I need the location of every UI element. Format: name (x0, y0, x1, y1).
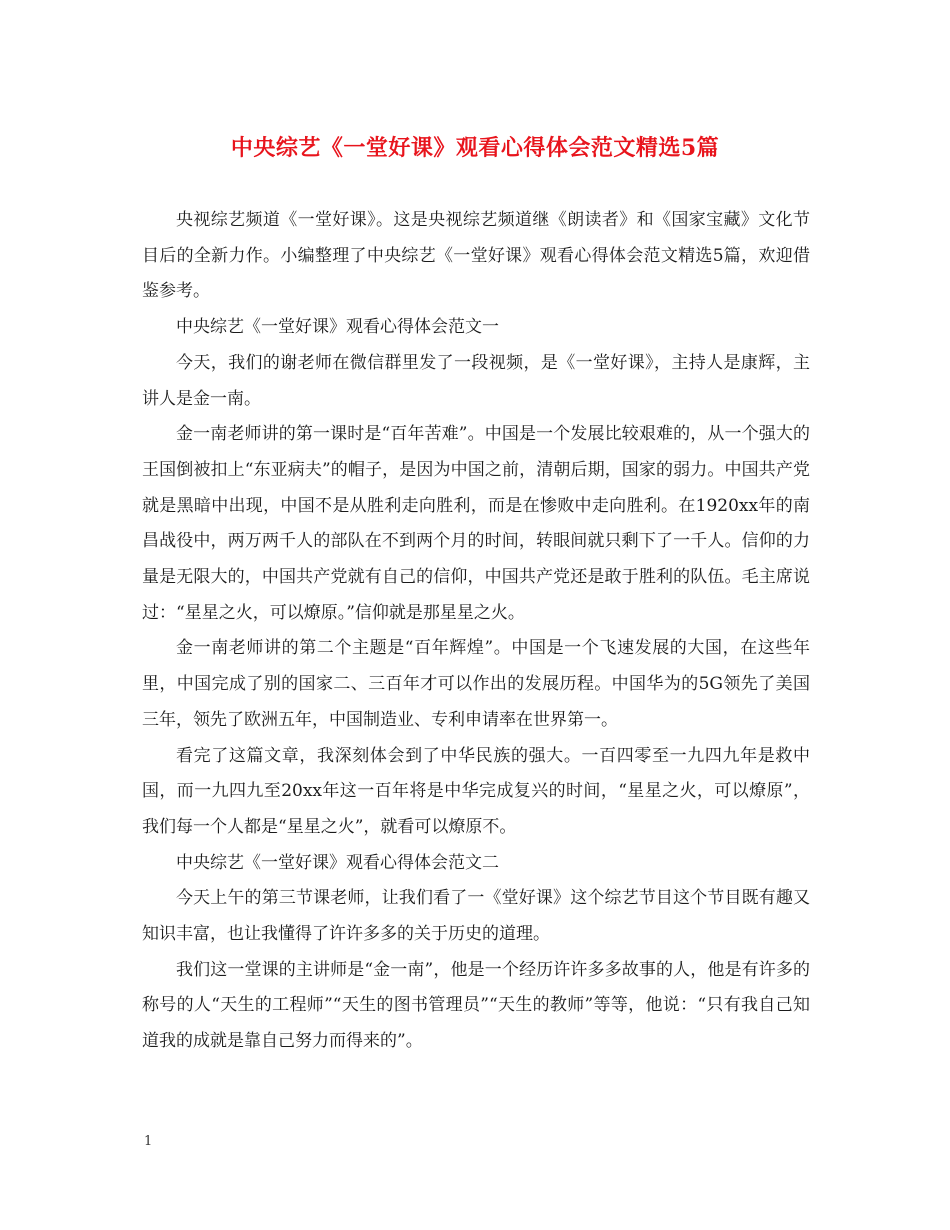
document-title: 中央综艺《一堂好课》观看心得体会范文精选5篇 (230, 135, 720, 161)
paragraph: 今天，我们的谢老师在微信群里发了一段视频，是《一堂好课》，主持人是康辉，主讲人是金一南。 (142, 352, 810, 409)
section-heading-1: 中央综艺《一堂好课》观看心得体会范文一 (176, 317, 499, 338)
paragraph: 看完了这篇文章，我深刻体会到了中华民族的强大。一百四零至一九四九年是救中国，而一九四九至20xx年这一百年将是中华完成复兴的时间，“星星之火，可以燎原”，我们每一个人都是“星星之火”，就看可以燎原不。 (142, 745, 810, 837)
section-heading-2: 中央综艺《一堂好课》观看心得体会范文二 (176, 852, 499, 873)
document-body (142, 203, 810, 1060)
paragraph: 金一南老师讲的第一课时是“百年苦难”。中国是一个发展比较艰难的，从一个强大的王国倒被扣上“东亚病夫”的帽子，是因为中国之前，清朝后期，国家的弱力。中国共产党就是黑暗中出现，中国不是从胜利走向胜利，而是在惨败中走向胜利。在1920xx年的南昌战役中，两万两千人的部队在不到两个月的时间，转眼间就只剩下了一千人。信仰的力量是无限大的，中国共产党就有自己的信仰，中国共产党还是敢于胜利的队伍。毛主席说过：“星星之火，可以燎原。”信仰就是那星星之火。 (142, 424, 810, 623)
paragraph: 今天上午的第三节课老师，让我们看了一《堂好课》这个综艺节目这个节目既有趣又知识丰富，也让我懂得了许许多多的关于历史的道理。 (142, 888, 810, 945)
paragraph: 金一南老师讲的第二个主题是“百年辉煌”。中国是一个飞速发展的大国，在这些年里，中国完成了别的国家二、三百年才可以作出的发展历程。中国华为的5G领先了美国三年，领先了欧洲五年，中国制造业、专利申请率在世界第一。 (142, 638, 810, 730)
paragraph-intro: 央视综艺频道《一堂好课》。这是央视综艺频道继《朗读者》和《国家宝藏》文化节目后的全新力作。小编整理了中央综艺《一堂好课》观看心得体会范文精选5篇，欢迎借鉴参考。 (142, 210, 810, 302)
page-number: 1 (144, 1134, 153, 1149)
paragraph: 我们这一堂课的主讲师是“金一南”，他是一个经历许许多多故事的人，他是有许多的称号的人“天生的工程师”“天生的图书管理员”“天生的教师”等等，他说：“只有我自己知道我的成就是靠自己努力而得来的”。 (142, 959, 810, 1052)
